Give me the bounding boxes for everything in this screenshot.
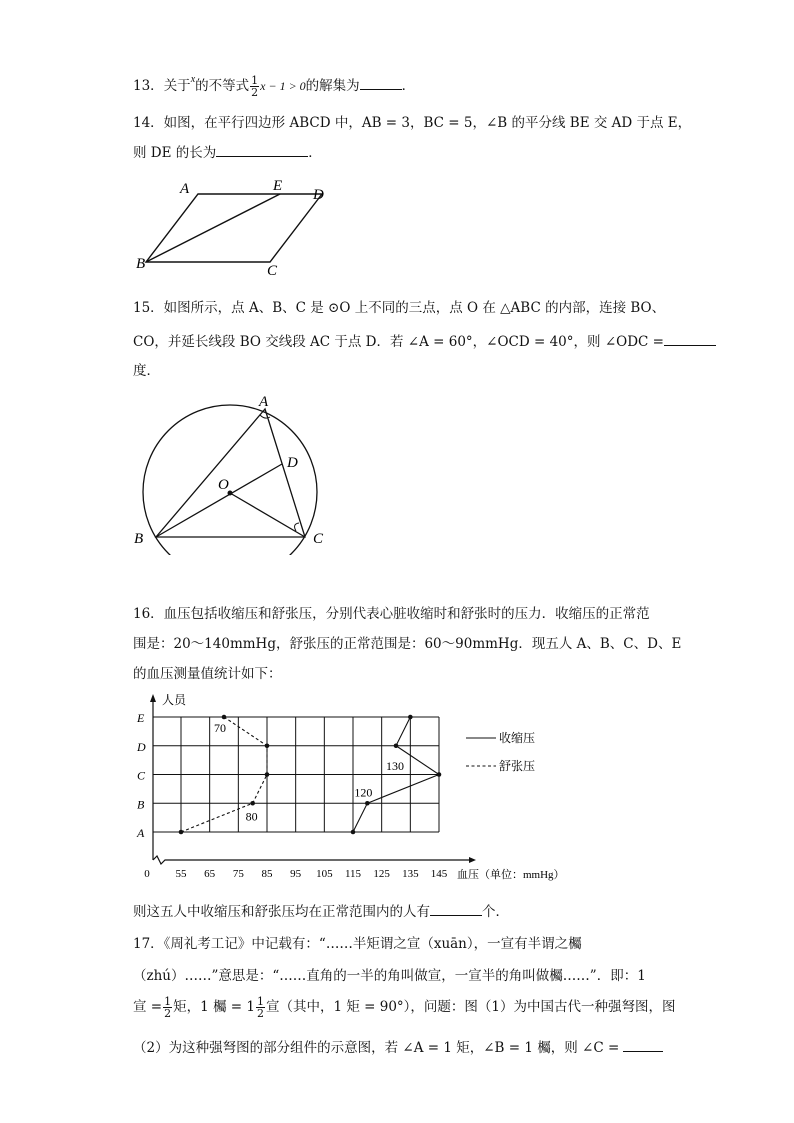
q17-text-a: 宣 =: [133, 999, 163, 1015]
x-tick-label: 65: [204, 868, 216, 880]
q17-frac2-den: 2: [256, 1007, 264, 1020]
q16-question: 则这五人中收缩压和舒张压均在正常范围内的人有: [133, 904, 430, 920]
q13-text-3: 的解集为: [305, 78, 360, 94]
systolic-point: [437, 772, 442, 777]
label-c: C: [313, 531, 324, 547]
q16-answer-blank[interactable]: [430, 901, 482, 916]
q17-frac2-num: 1: [256, 995, 264, 1008]
x-axis: [153, 856, 469, 864]
q14-line-2: [133, 141, 322, 161]
q13-expr: x − 1 > 0: [260, 79, 306, 93]
q17-line-4: [133, 1036, 663, 1056]
q15-line-2: [133, 330, 716, 350]
q16-line-4: [133, 900, 509, 920]
y-axis-label: 人员: [162, 693, 187, 707]
x-axis-label: 血压（单位：mmHg）: [457, 869, 565, 881]
x-tick-label: 0: [144, 868, 150, 880]
label-c: C: [267, 263, 278, 279]
q13-text-2: 的不等式: [195, 78, 250, 94]
systolic-point: [394, 743, 399, 748]
label-a: A: [180, 181, 190, 197]
q17-line-2: （zhú）……”意思是：“……直角的一半的角叫做宣，一宣半的角叫做欘……”．即：1: [133, 968, 646, 984]
q14-answer-blank[interactable]: [216, 142, 308, 157]
q13-answer-blank[interactable]: [360, 75, 402, 90]
x-tick-label: 75: [232, 868, 244, 880]
q16-line-1: 16．血压包括收缩压和舒张压，分别代表心脏收缩时和舒张时的压力．收缩压的正常范: [133, 606, 650, 622]
q15-line-3: 度．: [133, 363, 160, 379]
data-label: 80: [245, 809, 258, 824]
angle-a-mark: [260, 415, 270, 418]
segment-be: [146, 194, 280, 262]
q13-line: [133, 74, 415, 98]
q13-var: x: [190, 74, 196, 85]
q13-text: 关于: [163, 78, 191, 94]
y-axis-arrow: [150, 694, 156, 702]
x-tick-label: 135: [402, 868, 419, 880]
q17-frac1-den: 2: [164, 1007, 172, 1020]
label-d: D: [313, 187, 324, 203]
angle-c-mark: [295, 523, 299, 531]
x-tick-label: 125: [373, 868, 390, 880]
systolic-point: [351, 830, 356, 835]
y-tick-label: A: [137, 826, 145, 840]
q14-question: 则 DE 的长为: [133, 145, 217, 161]
q17-fraction-1: [163, 996, 172, 1019]
diastolic-point: [265, 772, 270, 777]
q14-line-1: 14．如图，在平行四边形 ABCD 中，AB = 3，BC = 5，∠B 的平分线 BE 交 AD 于点 E，: [133, 115, 692, 131]
q15-question: CO，并延长线段 BO 交线段 AC 于点 D．若 ∠A = 60°，∠OCD = 40°，则 ∠ODC =: [133, 334, 664, 350]
q13-frac-num: 1: [251, 74, 259, 87]
systolic-point: [365, 801, 370, 806]
q17-line-3: [133, 995, 676, 1019]
y-tick-label: E: [137, 711, 145, 725]
x-axis-arrow: [469, 857, 476, 863]
x-tick-label: 85: [261, 868, 273, 880]
data-label: 130: [386, 758, 404, 773]
label-a: A: [259, 394, 269, 410]
label-d: D: [287, 455, 298, 471]
q15-answer-blank[interactable]: [664, 331, 716, 346]
blood-pressure-chart: [128, 690, 598, 890]
legend-label: 舒张压: [499, 759, 536, 773]
q17-fraction-2: [256, 996, 265, 1019]
q13-number: 13．: [133, 78, 164, 94]
data-label: 120: [354, 785, 373, 800]
y-tick-label: B: [137, 797, 145, 812]
segment-bd: [156, 464, 282, 537]
diastolic-point: [179, 830, 184, 835]
q13-fraction: [250, 75, 259, 98]
circle-figure: [130, 390, 330, 555]
diastolic-point: [265, 743, 270, 748]
y-tick-label: C: [137, 768, 146, 783]
x-tick-label: 145: [430, 868, 448, 880]
label-o: O: [218, 477, 229, 493]
q17-frac1-num: 1: [164, 995, 172, 1008]
label-b: B: [134, 531, 144, 547]
q17-answer-blank[interactable]: [623, 1037, 663, 1052]
q13-end: ．: [401, 78, 416, 94]
q13-frac-den: 2: [251, 86, 259, 99]
legend-label: 收缩压: [499, 731, 536, 745]
circle-o: [143, 405, 317, 555]
q17-line-1: 17．《周礼考工记》中记载有：“……半矩谓之宣（xuān），一宣有半谓之欘: [133, 936, 582, 952]
systolic-point: [408, 715, 413, 720]
x-tick-label: 105: [316, 868, 333, 880]
triangle-abc: [156, 409, 305, 537]
q14-end: ．: [308, 145, 322, 161]
q15-line-1: 15．如图所示，点 A、B、C 是 ⊙O 上不同的三点，点 O 在 △ABC 的内部，连接 BO、: [133, 300, 666, 316]
q17-text-c: 宣（其中，1 矩 = 90°），问题：图（1）为中国古代一种强弩图，图: [265, 999, 676, 1015]
q16-end: 个．: [482, 904, 509, 920]
q17-question: （2）为这种强弩图的部分组件的示意图，若 ∠A = 1 矩，∠B = 1 欘，则 ∠C =: [133, 1040, 620, 1056]
x-tick-label: 55: [175, 868, 187, 880]
parallelogram-figure: [130, 172, 340, 282]
data-label: 70: [214, 721, 226, 735]
x-tick-label: 95: [290, 868, 302, 880]
parallelogram-abcd: [146, 194, 322, 262]
y-tick-label: D: [137, 739, 146, 754]
x-tick-label: 115: [344, 868, 362, 880]
q16-line-2: 围是：20～140mmHg，舒张压的正常范围是：60～90mmHg．现五人 A、B、C、D、E: [133, 636, 682, 652]
label-b: B: [136, 256, 146, 272]
label-e: E: [273, 178, 283, 194]
q17-text-b: 矩，1 欘 = 1: [173, 999, 255, 1015]
diastolic-point: [250, 801, 255, 806]
diastolic-point: [222, 715, 227, 720]
q16-line-3: 的血压测量值统计如下：: [133, 666, 282, 682]
